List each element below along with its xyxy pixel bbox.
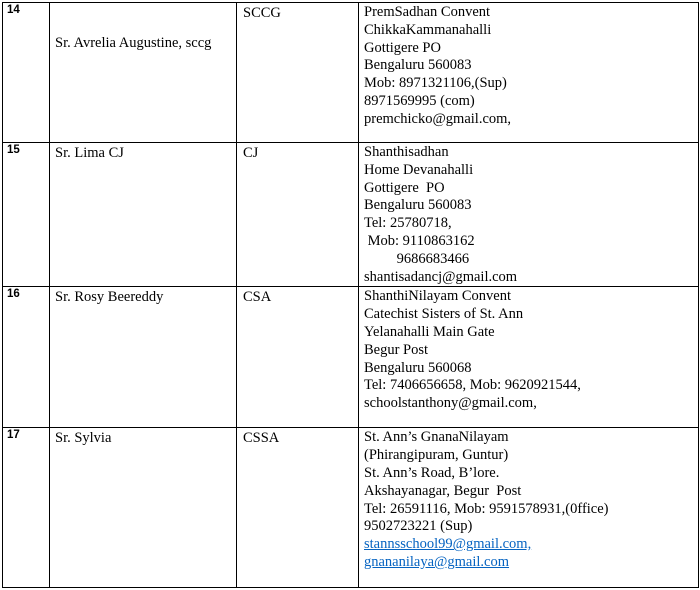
address-line: Gottigere PO (364, 179, 445, 196)
sister-name: Sr. Rosy Beereddy (50, 287, 237, 428)
address-cell (359, 143, 699, 287)
address-line: (Phirangipuram, Guntur) (364, 447, 509, 464)
email-line: schoolstanthony@gmail.com, (364, 395, 537, 412)
address-line: ShanthiNilayam Convent (364, 288, 511, 305)
address-line: St. Ann’s Road, B’lore. (364, 464, 500, 481)
address-cell (359, 3, 699, 143)
phone-line: Mob: 8971321106,(Sup) (364, 75, 507, 92)
address-line: Shanthisadhan (364, 144, 449, 160)
address-cell (359, 428, 699, 588)
entry-number: 16 (3, 287, 50, 428)
sister-name: Sr. Lima CJ (50, 143, 237, 287)
email-line: shantisadancj@gmail.com (364, 268, 518, 285)
address-line: Begur Post (364, 341, 429, 358)
phone-line: Mob: 9110863162 (364, 232, 475, 249)
address-line: Home Devanahalli (364, 161, 474, 178)
address-line: Bengaluru 560083 (364, 197, 472, 214)
address-cell (359, 287, 699, 428)
address-line: Catechist Sisters of St. Ann (364, 306, 524, 323)
email-link[interactable]: stannsschool99@gmail.com, (364, 536, 532, 553)
phone-line: Tel: 25780718, (364, 215, 452, 232)
entry-number: 17 (3, 428, 50, 588)
phone-line: Tel: 26591116, Mob: 9591578931,(0ffice) (364, 500, 609, 517)
address-line: Gottigere PO (364, 39, 441, 56)
sister-name: Sr. Sylvia (50, 428, 237, 588)
entry-number: 14 (3, 3, 50, 143)
address-line: PremSadhan Convent (364, 4, 491, 20)
address-line: Bengaluru 560083 (364, 57, 472, 74)
phone-line: Tel: 7406656658, Mob: 9620921544, (364, 377, 581, 394)
address-line: Akshayanagar, Begur Post (364, 482, 522, 499)
congregation: SCCG (237, 3, 359, 143)
congregation: CJ (237, 143, 359, 287)
phone-line: 8971569995 (com) (364, 92, 475, 109)
address-line: Yelanahalli Main Gate (364, 323, 495, 340)
email-link[interactable]: gnananilaya@gmail.com (364, 553, 510, 570)
congregation: CSA (237, 287, 359, 428)
entry-number: 15 (3, 143, 50, 287)
table-row (3, 428, 699, 588)
address-line: Bengaluru 560068 (364, 359, 472, 376)
congregation: CSSA (237, 428, 359, 588)
address-line: St. Ann’s GnanaNilayam (364, 429, 509, 446)
table-row (3, 287, 699, 428)
phone-line: 9686683466 (364, 250, 470, 267)
sister-name: Sr. Avrelia Augustine, sccg (55, 35, 212, 51)
table-row (3, 143, 699, 287)
email-line: premchicko@gmail.com, (364, 110, 512, 127)
table-row (3, 3, 699, 143)
address-line: ChikkaKammanahalli (364, 21, 492, 38)
phone-line: 9502723221 (Sup) (364, 518, 473, 535)
directory-table (2, 2, 699, 588)
sister-name-cell (50, 3, 237, 143)
